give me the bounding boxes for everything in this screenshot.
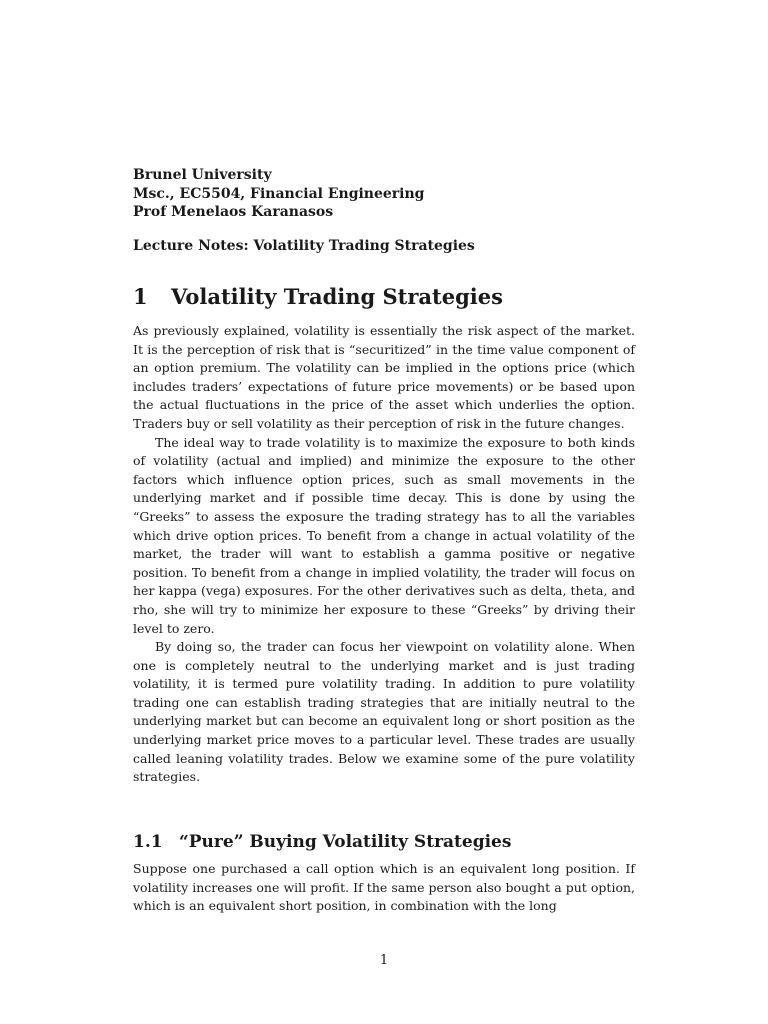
page-number: 1 [379, 953, 389, 968]
paragraph: Suppose one purchased a call option which is an equivalent long position. If volatility increases one will profit. If the same person also bought a put option, which is an equivalent short position, in combination with the long [133, 861, 635, 914]
paragraph: As previously explained, volatility is essentially the risk aspect of the market. It is the perception of risk that is “securitized” in the time value component of an option premium. The volatility can be implied in the options price (which includes traders’ expectations of future price movements) or be based upon the actual fluctuations in the price of the asset which underlies the option. Traders buy or sell volatility as their perception of risk in the future changes. [133, 323, 635, 431]
document-header [133, 166, 653, 222]
section-title: Volatility Trading Strategies [171, 284, 503, 309]
professor-name: Prof Menelaos Karanasos [133, 204, 334, 220]
section-heading [133, 283, 503, 311]
paragraph: By doing so, the trader can focus her viewpoint on volatility alone. When one is completely neutral to the underlying market and is just trading volatility, it is termed pure volatility trading. In addition to pure volatility trading one can establish trading strategies that are initially neutral to the underlying market but can become an equivalent long or short position as the underlying market price moves to a particular level. These trades are usually called leaning volatility trades. Below we examine some of the pure volatility strategies. [133, 639, 635, 785]
lecture-title: Lecture Notes: Volatility Trading Strategies [133, 238, 475, 254]
subsection-body [133, 860, 635, 916]
subsection-number: 1.1 [133, 832, 163, 852]
subsection-title: “Pure” Buying Volatility Strategies [179, 832, 512, 852]
paragraph: The ideal way to trade volatility is to maximize the exposure to both kinds of volatility (actual and implied) and minimize the exposure to the other factors which influence option prices, such as small movements in the underlying market and if possible time decay. This is done by using the “Greeks” to assess the exposure the trading strategy has to all the variables which drive option prices. To benefit from a change in actual volatility of the market, the trader will want to establish a gamma positive or negative position. To benefit from a change in implied volatility, the trader will focus on her kappa (vega) exposures. For the other derivatives such as delta, theta, and rho, she will try to minimize her exposure to these “Greeks” by driving their level to zero. [133, 434, 635, 636]
course-info: Msc., EC5504, Financial Engineering [133, 185, 425, 202]
section-number: 1 [133, 284, 148, 309]
institution-name: Brunel University [133, 167, 272, 183]
subsection-heading [133, 830, 511, 854]
section-body [133, 322, 635, 787]
